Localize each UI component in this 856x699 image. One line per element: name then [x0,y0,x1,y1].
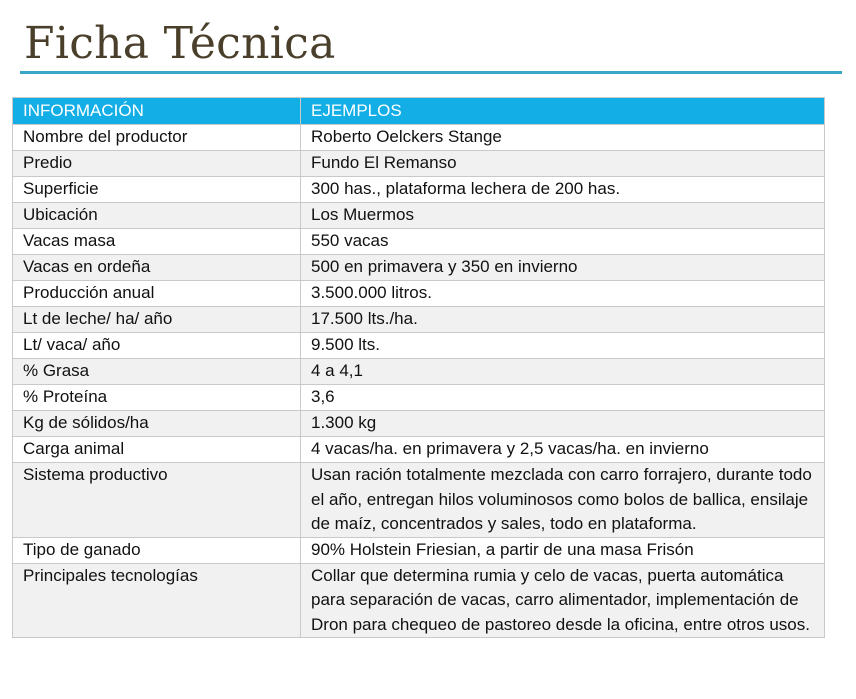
row-label: Carga animal [13,437,301,463]
row-label: Tipo de ganado [13,537,301,563]
row-label: Lt/ vaca/ año [13,333,301,359]
row-label: Predio [13,151,301,177]
row-value: 3,6 [301,385,825,411]
row-value: 1.300 kg [301,411,825,437]
row-label: Vacas en ordeña [13,255,301,281]
row-value: 500 en primavera y 350 en invierno [301,255,825,281]
table-row [13,255,825,281]
table-row [13,437,825,463]
table-row [13,333,825,359]
row-label: Sistema productivo [13,463,301,538]
row-value: 9.500 lts. [301,333,825,359]
table-row [13,281,825,307]
row-value: Roberto Oelckers Stange [301,125,825,151]
row-label: Kg de sólidos/ha [13,411,301,437]
row-value: 4 vacas/ha. en primavera y 2,5 vacas/ha. en invierno [301,437,825,463]
row-label: Lt de leche/ ha/ año [13,307,301,333]
table-row [13,385,825,411]
table-row [13,177,825,203]
page-title: Ficha Técnica [24,18,336,69]
data-table [12,97,825,638]
row-label: Nombre del productor [13,125,301,151]
table-row [13,125,825,151]
row-label: Ubicación [13,203,301,229]
header-ejemplos: EJEMPLOS [301,98,825,125]
table-row [13,359,825,385]
row-label: % Proteína [13,385,301,411]
table-row [13,151,825,177]
row-label: Vacas masa [13,229,301,255]
row-value: Fundo El Remanso [301,151,825,177]
row-value: Collar que determina rumia y celo de vacas, puerta automática para separación de vacas, carro alimentador, implementación de Dron para chequeo de pastoreo desde la oficina, entre otros usos. [301,563,825,638]
table-header-row [13,98,825,125]
table-row [13,307,825,333]
table-row [13,229,825,255]
table-row [13,563,825,638]
table-row [13,203,825,229]
row-label: Superficie [13,177,301,203]
row-value: Los Muermos [301,203,825,229]
table-row [13,463,825,538]
row-value: 4 a 4,1 [301,359,825,385]
row-value: Usan ración totalmente mezclada con carro forrajero, durante todo el año, entregan hilos voluminosos como bolos de ballica, ensilaje de maíz, concentrados y sales, todo en plataforma. [301,463,825,538]
row-value: 300 has., plataforma lechera de 200 has. [301,177,825,203]
row-label: Producción anual [13,281,301,307]
row-label: Principales tecnologías [13,563,301,638]
row-label: % Grasa [13,359,301,385]
table-row [13,537,825,563]
row-value: 550 vacas [301,229,825,255]
title-divider [20,71,842,74]
header-informacion: INFORMACIÓN [13,98,301,125]
row-value: 17.500 lts./ha. [301,307,825,333]
table-row [13,411,825,437]
row-value: 3.500.000 litros. [301,281,825,307]
row-value: 90% Holstein Friesian, a partir de una masa Frisón [301,537,825,563]
